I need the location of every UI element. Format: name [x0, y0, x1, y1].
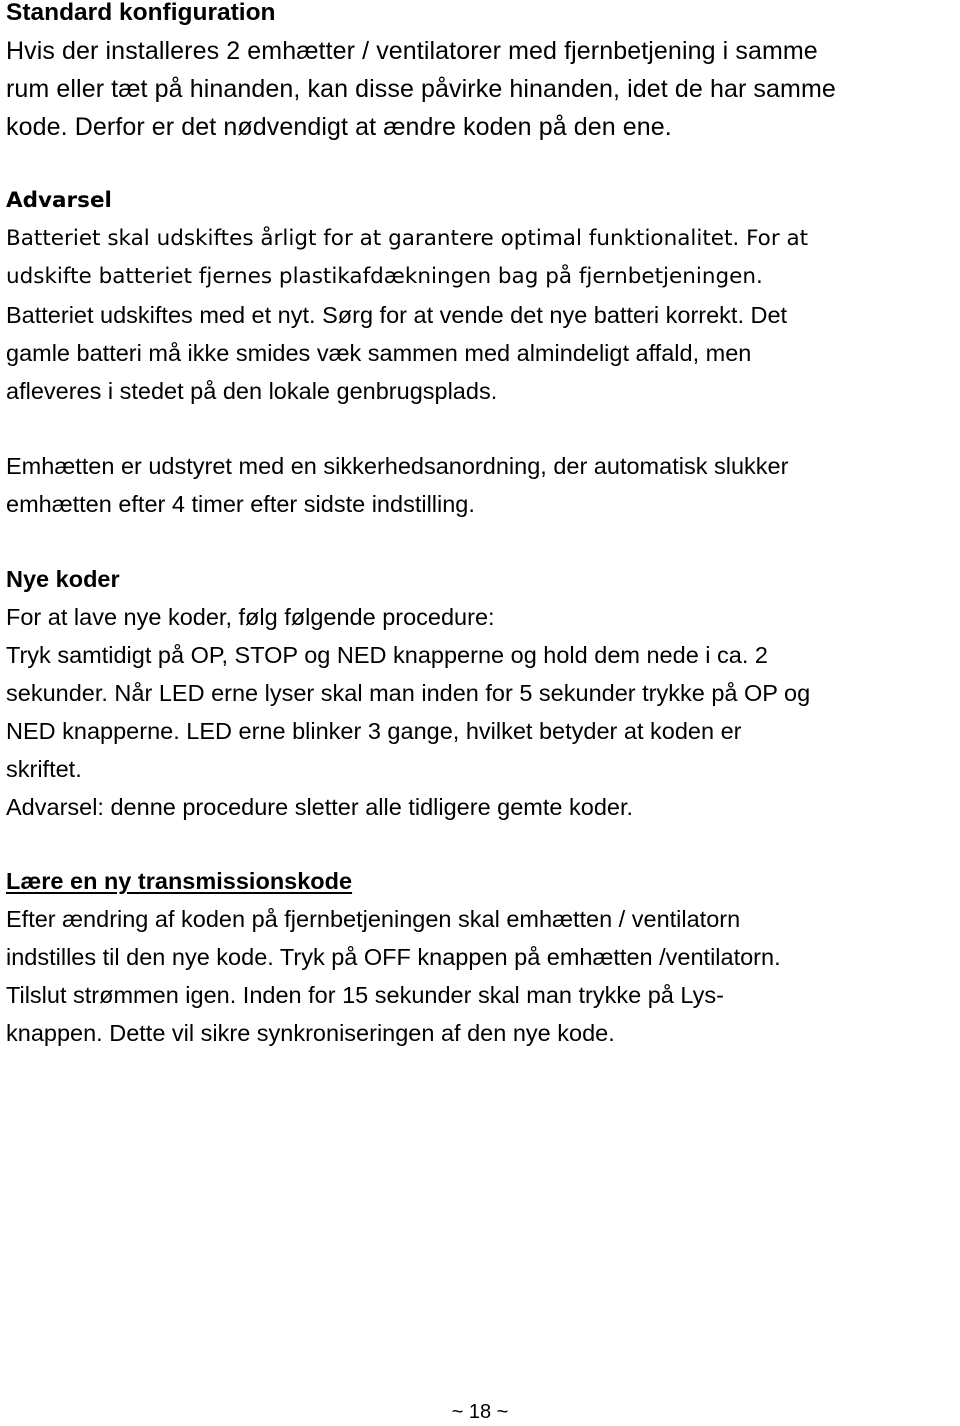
paragraph-line: knappen. Dette vil sikre synkroniseringen af den nye kode.	[6, 1020, 615, 1046]
paragraph-line: sekunder. Når LED erne lyser skal man inden for 5 sekunder trykke på OP og	[6, 680, 811, 706]
paragraph-line: udskifte batteriet fjernes plastikafdækningen bag på fjernbetjeningen.	[6, 264, 763, 289]
section-safety-note	[6, 447, 956, 523]
paragraph-line: gamle batteri må ikke smides væk sammen med almindeligt affald, men	[6, 340, 752, 366]
section-heading: Nye koder	[6, 566, 120, 592]
paragraph-line: Efter ændring af koden på fjernbetjeningen skal emhætten / ventilatorn	[6, 906, 741, 932]
paragraph-line: Tilslut strømmen igen. Inden for 15 sekunder skal man trykke på Lys-	[6, 982, 724, 1008]
paragraph-line: kode. Derfor er det nødvendigt at ændre koden på den ene.	[6, 113, 672, 141]
paragraph-line: Hvis der installeres 2 emhætter / ventilatorer med fjernbetjening i samme	[6, 37, 818, 65]
section-heading: Lære en ny transmissionskode	[6, 868, 353, 894]
section-standard-konfiguration	[6, 0, 956, 146]
paragraph-line: Emhætten er udstyret med en sikkerhedsanordning, der automatisk slukker	[6, 453, 789, 479]
paragraph-line: Batteriet skal udskiftes årligt for at garantere optimal funktionalitet. For at	[6, 226, 809, 251]
paragraph-line: For at lave nye koder, følg følgende procedure:	[6, 604, 495, 630]
section-heading: Standard konfiguration	[6, 0, 276, 26]
section-laere-ny-transmissionskode	[6, 862, 956, 1052]
paragraph-line: Tryk samtidigt på OP, STOP og NED knapperne og hold dem nede i ca. 2	[6, 642, 768, 668]
paragraph-line: Batteriet udskiftes med et nyt. Sørg for at vende det nye batteri korrekt. Det	[6, 302, 788, 328]
section-heading: Advarsel	[6, 188, 112, 213]
paragraph-line: afleveres i stedet på den lokale genbrugsplads.	[6, 378, 498, 404]
section-nye-koder	[6, 560, 956, 826]
paragraph-line: emhætten efter 4 timer efter sidste indstilling.	[6, 491, 475, 517]
paragraph-line: Advarsel: denne procedure sletter alle tidligere gemte koder.	[6, 794, 634, 820]
paragraph-line: indstilles til den nye kode. Tryk på OFF knappen på emhætten /ventilatorn.	[6, 944, 781, 970]
paragraph-line: rum eller tæt på hinanden, kan disse påvirke hinanden, idet de har samme	[6, 75, 836, 103]
paragraph-line: skriftet.	[6, 756, 82, 782]
page-number: ~ 18 ~	[451, 1401, 509, 1423]
section-advarsel	[6, 182, 956, 410]
paragraph-line: NED knapperne. LED erne blinker 3 gange, hvilket betyder at koden er	[6, 718, 742, 744]
